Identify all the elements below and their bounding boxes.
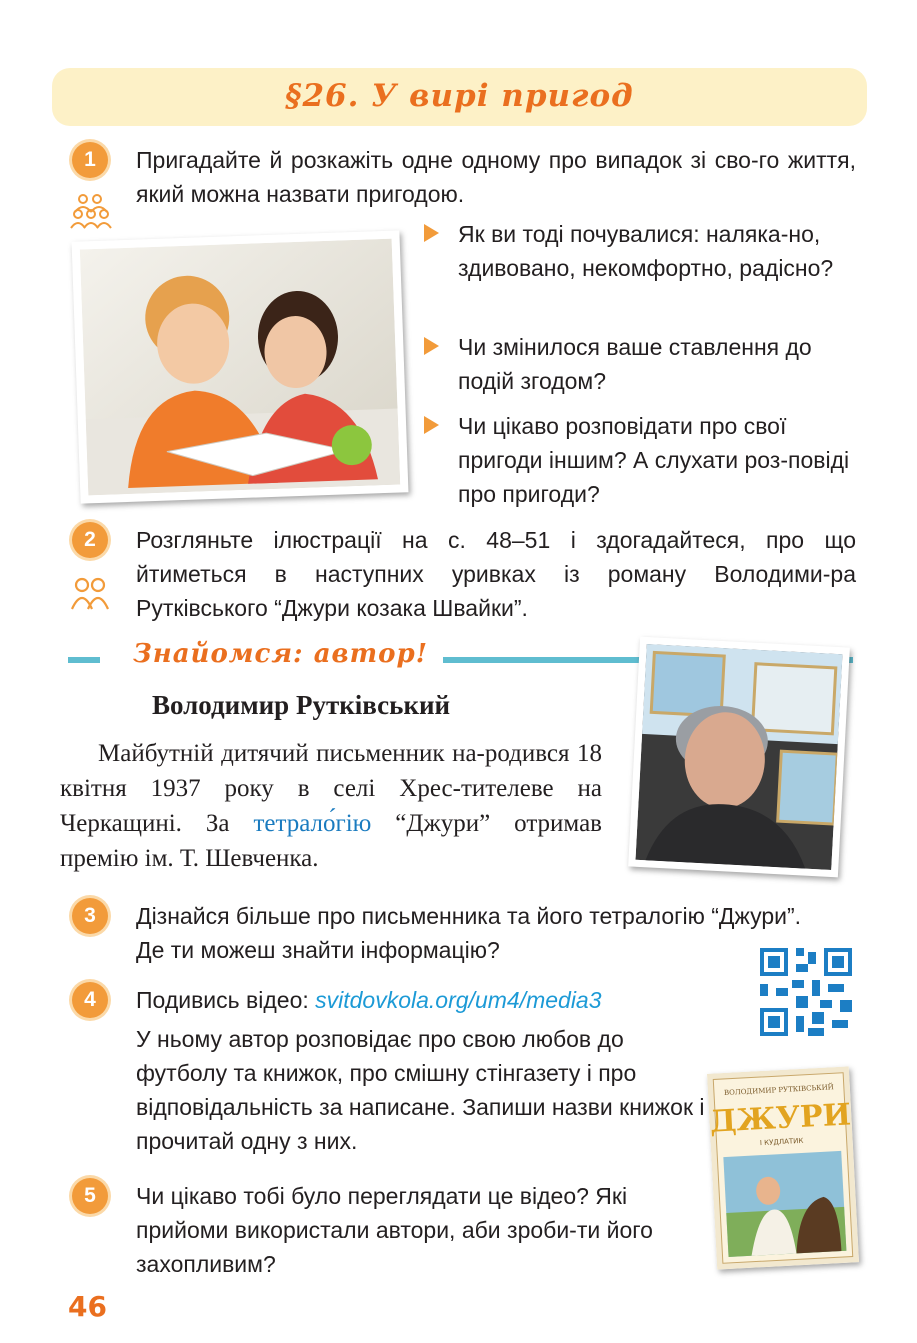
author-portrait-photo bbox=[628, 637, 850, 878]
page-number: 46 bbox=[68, 1290, 107, 1323]
question-1: Як ви тоді почувалися: наляка-но, здивовано, некомфортно, радісно? bbox=[458, 221, 834, 281]
question-2: Чи змінилося ваше ставлення до подій згодом? bbox=[458, 334, 812, 394]
qr-code[interactable] bbox=[760, 948, 852, 1036]
page-title: §26. У вирі пригод bbox=[285, 78, 634, 114]
book-author: ВОЛОДИМИР РУТКІВСЬКИЙ bbox=[723, 1083, 835, 1097]
task-number-badge: 2 bbox=[72, 522, 108, 558]
task-4-intro bbox=[136, 983, 736, 1017]
author-bio bbox=[60, 736, 602, 876]
bullet-arrow-icon bbox=[424, 224, 439, 242]
task-2-text: Розгляньте ілюстрації на с. 48–51 і здогадайтеся, про що йтиметься в наступних уривках із роману Володими-ра Рутківського “Джури козака Швайки”. bbox=[136, 527, 856, 621]
heading-line-left bbox=[68, 657, 100, 663]
author-bio-text: “Джури” отримав премію ім. Т. Шевченка. bbox=[60, 810, 602, 872]
task-1-text: Пригадайте й розкажіть одне одному про випадок зі сво-го життя, який можна назвати пригодою. bbox=[136, 147, 856, 207]
task-number-badge: 3 bbox=[72, 898, 108, 934]
book-cover-image bbox=[707, 1066, 859, 1269]
meet-author-heading: Знайомся: автор! bbox=[133, 639, 429, 669]
task-4-prefix: Подивись відео: bbox=[136, 987, 316, 1013]
book-subtitle: І КУДЛАТИК bbox=[759, 1136, 804, 1148]
task-number-badge: 1 bbox=[72, 142, 108, 178]
glossary-term-link[interactable]: тетрало́гію bbox=[253, 810, 372, 837]
children-reading-photo bbox=[72, 230, 409, 503]
task-number-badge: 5 bbox=[72, 1178, 108, 1214]
task-number-badge: 4 bbox=[72, 982, 108, 1018]
author-name: Володимир Рутківський bbox=[152, 690, 451, 720]
pair-work-icon bbox=[70, 575, 110, 616]
bullet-arrow-icon bbox=[424, 416, 439, 434]
task-5-text: Чи цікаво тобі було переглядати це відео? Які прийоми використали автори, аби зроби-ти його захопливим? bbox=[136, 1183, 653, 1277]
task-3-text: Дізнайся більше про письменника та його тетралогію “Джури”. Де ти можеш знайти інформацію? bbox=[136, 903, 802, 963]
bullet-arrow-icon bbox=[424, 337, 439, 355]
book-title: ДЖУРИ bbox=[708, 1097, 852, 1140]
question-3: Чи цікаво розповідати про свої пригоди іншим? А слухати роз-повіді про пригоди? bbox=[458, 413, 850, 507]
task-4-text: У ньому автор розповідає про свою любов до футболу та книжок, про смішну стінгазету і про відповідальність за написане. Запиши назви книжок і прочитай одну з них. bbox=[136, 1026, 705, 1154]
video-link[interactable]: svitdovkola.org/um4/media3 bbox=[315, 987, 602, 1013]
group-work-icon bbox=[70, 192, 112, 235]
author-bio-text: Майбутній дитячий письменник на-родився 18 квітня 1937 року в селі Хрес-тителеве на Черкащині. За bbox=[60, 740, 602, 837]
